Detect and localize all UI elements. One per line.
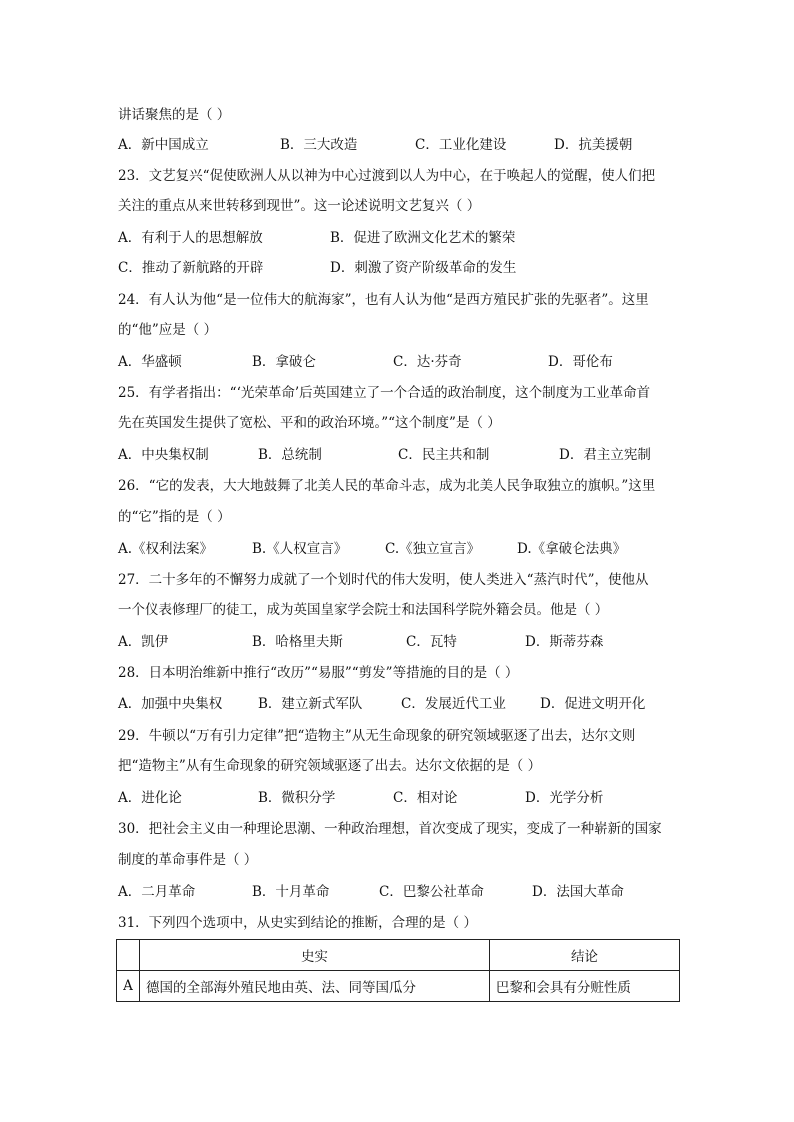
option-b[interactable]: B.《人权宣言》 bbox=[252, 541, 348, 557]
question-28-stem: 28．日本明治维新中推行“改历”“易服”“剪发”等措施的目的是（ ） bbox=[118, 665, 519, 681]
option-d[interactable]: D．斯蒂芬森 bbox=[525, 634, 604, 650]
question-26-stem-line-2: 的“它”指的是（ ） bbox=[118, 509, 231, 525]
option-a[interactable]: A．中央集权制 bbox=[118, 447, 209, 463]
question-30-stem-line-2: 制度的革命事件是（ ） bbox=[118, 852, 258, 868]
option-c[interactable]: C．发展近代工业 bbox=[401, 696, 506, 712]
question-29-stem-line-2: 把“造物主”从有生命现象的研究领域驱逐了出去。达尔文依据的是（ ） bbox=[118, 758, 542, 774]
question-22-stem-end: 讲话聚焦的是（ ） bbox=[118, 107, 231, 123]
table-header-row bbox=[117, 940, 680, 971]
option-b[interactable]: B．总统制 bbox=[258, 447, 322, 463]
question-25-stem-line-2: 先在英国发生提供了宽松、平和的政治环境。”“这个制度”是（ ） bbox=[118, 415, 501, 431]
option-b[interactable]: B．哈格里夫斯 bbox=[252, 634, 343, 650]
option-c[interactable]: C．巴黎公社革命 bbox=[379, 884, 484, 900]
question-24-stem-line-2: 的“他”应是（ ） bbox=[118, 322, 218, 338]
option-a[interactable]: A．凯伊 bbox=[118, 634, 169, 650]
option-c[interactable]: C.《独立宣言》 bbox=[385, 541, 481, 557]
option-d[interactable]: D．哥伦布 bbox=[548, 354, 613, 370]
option-c[interactable]: C．达·芬奇 bbox=[393, 354, 462, 370]
option-a[interactable]: A．进化论 bbox=[118, 790, 182, 806]
question-23-stem-line-2: 关注的重点从来世转移到现世”。这一论述说明文艺复兴（ ） bbox=[118, 198, 481, 214]
question-25-stem-line-1: 25．有学者指出：“‘光荣革命’后英国建立了一个合适的政治制度，这个制度为工业革命首 bbox=[118, 385, 651, 401]
option-c[interactable]: C．瓦特 bbox=[406, 634, 457, 650]
table-row[interactable] bbox=[117, 971, 680, 1002]
row-conclusion: 巴黎和会具有分赃性质 bbox=[489, 971, 679, 1002]
option-b[interactable]: B．三大改造 bbox=[280, 137, 358, 153]
question-29-stem-line-1: 29．牛顿以“万有引力定律”把“造物主”从无生命现象的研究领域驱逐了出去，达尔文则 bbox=[118, 728, 636, 744]
question-23-stem-line-1: 23．文艺复兴“促使欧洲人从以神为中心过渡到以人为中心，在于唤起人的觉醒，使人们把 bbox=[118, 168, 656, 184]
option-a[interactable]: A．加强中央集权 bbox=[118, 696, 223, 712]
question-30-stem-line-1: 30．把社会主义由一种理论思潮、一种政治理想，首次变成了现实，变成了一种崭新的国家 bbox=[118, 821, 662, 837]
option-c[interactable]: C．相对论 bbox=[393, 790, 458, 806]
option-b[interactable]: B．微积分学 bbox=[258, 790, 336, 806]
option-c[interactable]: C．工业化建设 bbox=[415, 137, 507, 153]
question-27-stem-line-2: 一个仪表修理厂的徒工，成为英国皇家学会院士和法国科学院外籍会员。他是（ ） bbox=[118, 602, 609, 618]
option-b[interactable]: B．促进了欧洲文化艺术的繁荣 bbox=[330, 230, 516, 246]
option-d[interactable]: D．刺激了资产阶级革命的发生 bbox=[330, 260, 517, 276]
option-b[interactable]: B．拿破仑 bbox=[252, 354, 316, 370]
option-d[interactable]: D．光学分析 bbox=[525, 790, 604, 806]
option-d[interactable]: D．君主立宪制 bbox=[559, 447, 651, 463]
option-d[interactable]: D.《拿破仑法典》 bbox=[517, 541, 627, 557]
table-header-fact: 史实 bbox=[139, 940, 489, 971]
row-fact: 德国的全部海外殖民地由英、法、同等国瓜分 bbox=[139, 971, 489, 1002]
option-a[interactable]: A．新中国成立 bbox=[118, 137, 209, 153]
table-header-label bbox=[117, 940, 140, 971]
option-d[interactable]: D．法国大革命 bbox=[532, 884, 624, 900]
option-c[interactable]: C．民主共和制 bbox=[398, 447, 490, 463]
option-a[interactable]: A．华盛顿 bbox=[118, 354, 182, 370]
question-24-stem-line-1: 24．有人认为他“是一位伟大的航海家”，也有人认为他“是西方殖民扩张的先驱者”。这里 bbox=[118, 292, 649, 308]
option-c[interactable]: C．推动了新航路的开辟 bbox=[118, 260, 264, 276]
option-d[interactable]: D．促进文明开化 bbox=[540, 696, 646, 712]
option-b[interactable]: B．建立新式军队 bbox=[258, 696, 363, 712]
option-a[interactable]: A.《权利法案》 bbox=[118, 541, 214, 557]
question-31-table bbox=[116, 939, 680, 1002]
question-27-stem-line-1: 27．二十多年的不懈努力成就了一个划时代的伟大发明，使人类进入“蒸汽时代”，使他从 bbox=[118, 572, 649, 588]
row-label: A bbox=[117, 971, 140, 1002]
option-a[interactable]: A．二月革命 bbox=[118, 884, 196, 900]
option-a[interactable]: A．有利于人的思想解放 bbox=[118, 230, 263, 246]
question-26-stem-line-1: 26．“它的发表，大大地鼓舞了北美人民的革命斗志，成为北美人民争取独立的旗帜。”这里 bbox=[118, 478, 656, 494]
option-d[interactable]: D．抗美援朝 bbox=[554, 137, 633, 153]
question-31-stem: 31．下列四个选项中，从史实到结论的推断，合理的是（ ） bbox=[118, 915, 477, 931]
option-b[interactable]: B．十月革命 bbox=[252, 884, 330, 900]
table-header-conclusion: 结论 bbox=[489, 940, 679, 971]
